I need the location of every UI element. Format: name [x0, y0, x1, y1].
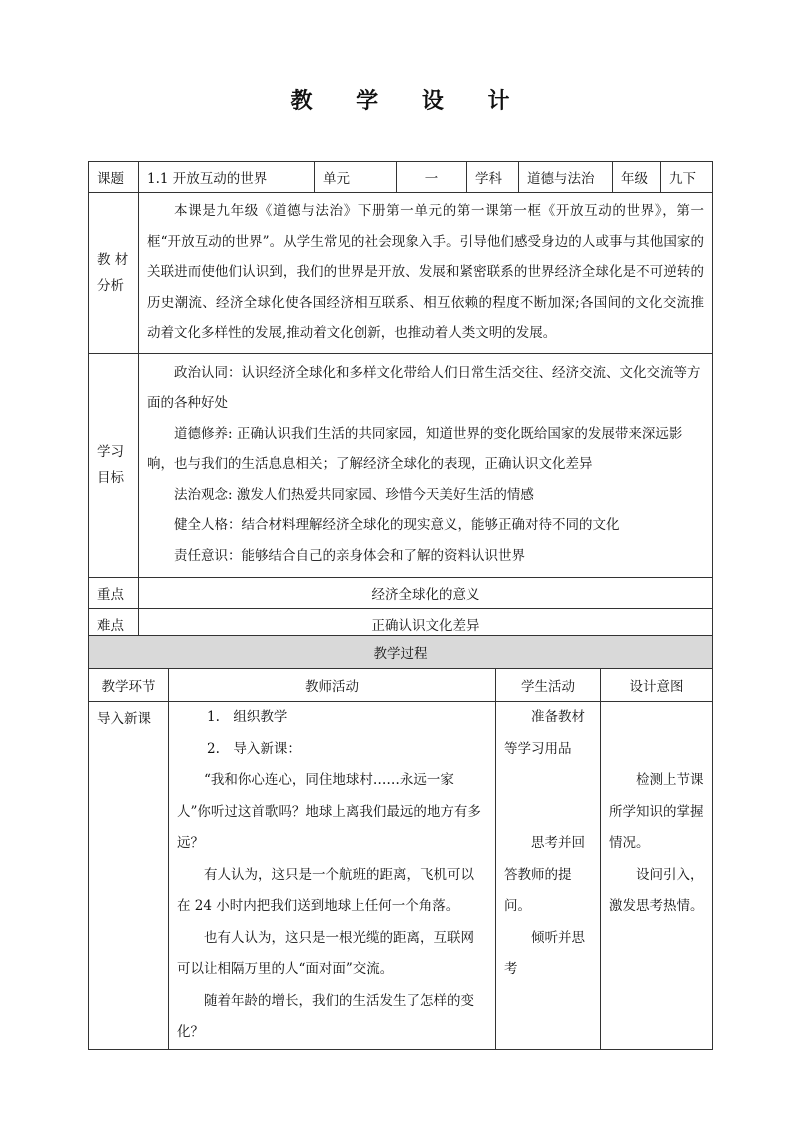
header-student: 学生活动 — [496, 669, 601, 702]
info-row — [89, 162, 713, 193]
teacher-step: 2. 导入新课： — [207, 740, 301, 757]
student-activity — [496, 702, 601, 1050]
analysis-text: 本课是九年级《道德与法治》下册第一单元的第一课第一框《开放互动的世界》，第一框“开放互动的世界”。从学生常见的社会现象入手。引导他们感受身边的人或事与其他国家的关联进而使他们认识到，我们的世界是开放、发展和紧密联系的世界经济全球化是不可逆转的历史潮流、经济全球化使各国经济相互联系、相互依赖的程度不断加深;各国间的文化交流推动着文化多样性的发展,推动着文化创新，也推动着人类文明的发展。 — [139, 193, 713, 354]
goal-item: 法治观念: 激发人们热爱共同家园、珍惜今天美好生活的情感 — [174, 486, 534, 503]
process-header-row — [89, 669, 713, 702]
goals-label — [89, 353, 139, 578]
teacher-paragraph: 随着年龄的增长，我们的生活发生了怎样的变化？ — [177, 992, 474, 1040]
analysis-row — [89, 193, 713, 354]
teaching-process-table — [88, 635, 713, 1050]
page-title: 教 学 设 计 — [290, 89, 528, 114]
lesson-info-table — [88, 161, 713, 640]
analysis-label — [89, 193, 139, 354]
goals-label-line-2: 目标 — [97, 470, 124, 487]
unit-label: 单元 — [315, 162, 397, 193]
goals-label-line-1: 学习 — [97, 444, 124, 461]
intent-item: 检测上节课所学知识的掌握情况。 — [609, 772, 704, 851]
grade-label: 年级 — [613, 162, 661, 193]
teacher-activity — [169, 702, 496, 1050]
intent-item: 设问引入，激发思考热情。 — [609, 866, 704, 914]
header-intent: 设计意图 — [601, 669, 713, 702]
teacher-step: 1. 组织教学 — [207, 709, 288, 725]
goal-item: 政治认同：认识经济全球化和多样文化带给人们日常生活交往、经济交流、文化交流等方面的各种好处 — [147, 364, 701, 411]
student-item: 倾听并思考 — [504, 929, 585, 977]
subject-value: 道德与法治 — [519, 162, 613, 193]
grade-value: 九下 — [661, 162, 713, 193]
header-teacher: 教师活动 — [169, 669, 496, 702]
difficulty-label: 难点 — [89, 609, 139, 640]
analysis-label-line-1: 教 材 — [97, 251, 129, 268]
stage-cell: 导入新课 — [89, 702, 169, 1050]
goals-list — [139, 353, 713, 578]
difficulty-value: 正确认识文化差异 — [139, 609, 713, 640]
design-intent — [601, 702, 713, 1050]
header-stage: 教学环节 — [89, 669, 169, 702]
process-title: 教学过程 — [89, 636, 713, 669]
unit-value: 一 — [397, 162, 467, 193]
process-row — [89, 702, 713, 1050]
key-point-value: 经济全球化的意义 — [139, 578, 713, 609]
teacher-paragraph: “我和你心连心，同住地球村……永远一家人”你听过这首歌吗？地球上离我们最远的地方有多远？ — [177, 772, 481, 851]
analysis-label-line-2: 分析 — [97, 277, 124, 294]
goal-item: 责任意识：能够结合自己的亲身体会和了解的资料认识世界 — [174, 547, 525, 564]
goal-item: 道德修养: 正确认识我们生活的共同家园，知道世界的变化既给国家的发展带来深远影响，也与我们的生活息息相关；了解经济全球化的表现，正确认识文化差异 — [147, 425, 683, 472]
student-item: 准备教材等学习用品 — [504, 709, 585, 757]
student-item: 思考并回答教师的提问。 — [504, 835, 585, 914]
subject-label: 学科 — [467, 162, 519, 193]
goal-item: 健全人格：结合材料理解经济全球化的现实意义，能够正确对待不同的文化 — [174, 517, 620, 533]
goals-row — [89, 353, 713, 578]
teacher-paragraph: 也有人认为，这只是一根光缆的距离，互联网可以让相隔万里的人“面对面”交流。 — [177, 929, 474, 977]
key-point-label: 重点 — [89, 578, 139, 609]
topic-value: 1.1 开放互动的世界 — [139, 162, 315, 193]
topic-label: 课题 — [89, 162, 139, 193]
key-point-row — [89, 578, 713, 609]
teacher-paragraph: 有人认为，这只是一个航班的距离，飞机可以在 24 小时内把我们送到地球上任何一个角落。 — [177, 866, 474, 914]
